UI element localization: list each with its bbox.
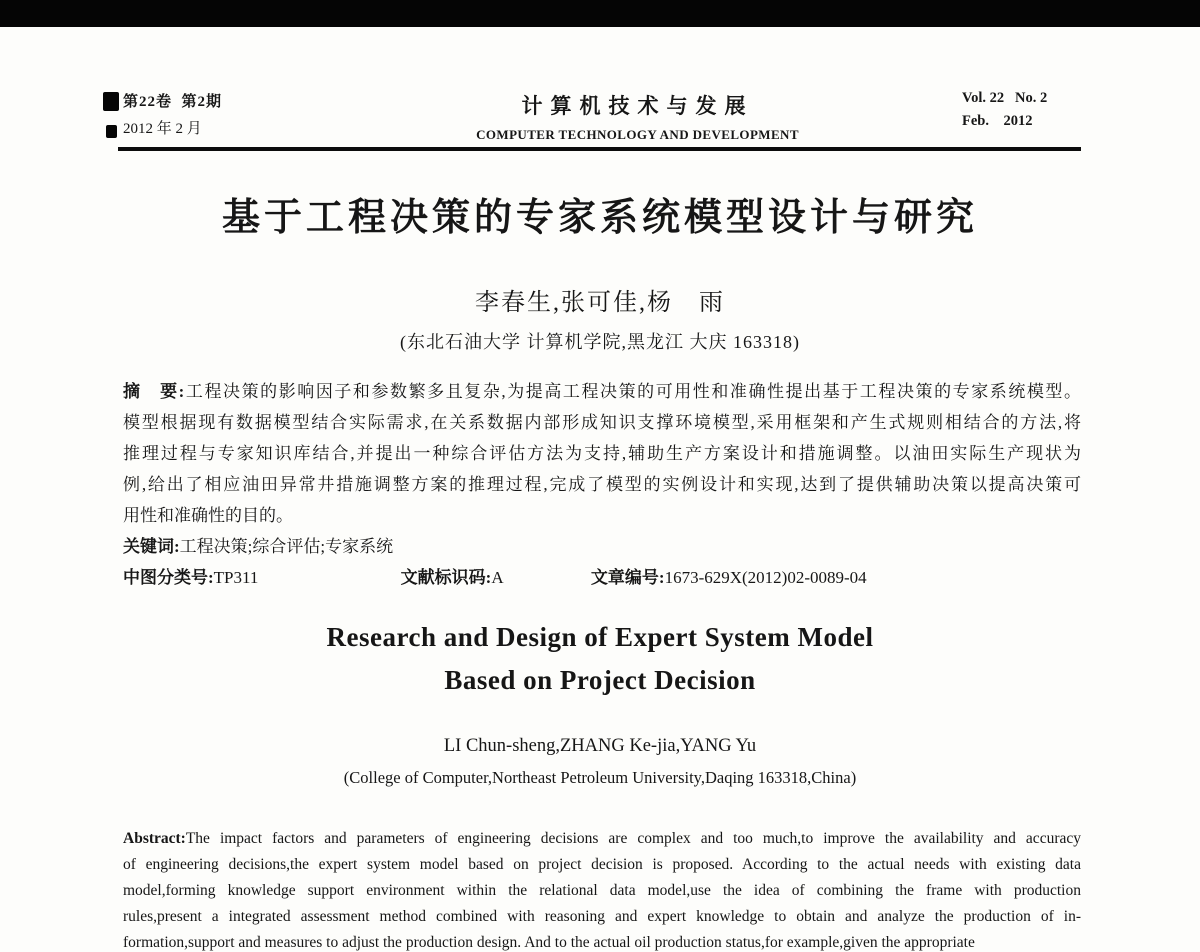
abstract-en-label: Abstract: [123, 830, 186, 847]
article-no-segment [591, 568, 867, 587]
header-rule [118, 147, 1081, 151]
journal-date-cn: 2012 年 2 月 [123, 121, 202, 137]
article-title-cn: 基于工程决策的专家系统模型设计与研究 [221, 197, 978, 239]
abstract-cn-line: 推理过程与专家知识库结合,并提出一种综合评估方法为支持,辅助生产方案设计和措施调整。以油田实际生产现状为 [123, 444, 1081, 463]
journal-issue-block [123, 90, 313, 138]
article-title-en [0, 616, 1200, 702]
abstract-en-line: of engineering decisions,the expert system model based on project decision is proposed. According to the actual needs with existing data [123, 856, 1081, 873]
abstract-en-line: rules,present a integrated assessment method combined with reasoning and expert knowledge to obtain and analyze the production of in- [123, 908, 1081, 925]
clc-value: TP311 [213, 568, 259, 587]
abstract-en-line [123, 826, 1081, 852]
clc-line [123, 562, 1081, 593]
abstract-cn-line: 用性和准确性的目的。 [123, 506, 293, 525]
journal-issue-cn: 第22卷 第2期 [123, 94, 223, 110]
doc-code-label: 文献标识码: [400, 568, 492, 587]
article-no-value: 1673-629X(2012)02-0089-04 [664, 568, 867, 587]
abstract-cn-line: 例,给出了相应油田异常井措施调整方案的推理过程,完成了模型的实例设计和实现,达到了提供辅助决策以提高决策可 [123, 475, 1081, 494]
doc-code-segment [401, 568, 503, 587]
article-no-label: 文章编号: [590, 568, 665, 587]
article-authors-cn: 李春生,张可佳,杨 雨 [475, 290, 725, 316]
doc-code-value: A [491, 568, 503, 587]
abstract-cn-line: 模型根据现有数据模型结合实际需求,在关系数据内部形成知识支撑环境模型,采用框架和产生式规则相结合的方法,将 [123, 413, 1081, 432]
clc-label: 中图分类号: [123, 568, 214, 587]
scan-artifact-top-bar [0, 0, 1200, 27]
abstract-en-line: formation,support and measures to adjust the production design. And to the actual oil production status,for example,given the appropriate [123, 934, 975, 951]
article-affiliation-en: (College of Computer,Northeast Petroleum University,Daqing 163318,China) [343, 768, 857, 787]
journal-header [123, 90, 1082, 143]
keywords-text: 工程决策;综合评估;专家系统 [179, 537, 394, 556]
journal-vol-en: Vol. 22 No. 2 [962, 90, 1048, 106]
journal-name-cn: 计算机技术与发展 [521, 95, 754, 118]
scan-artifact-left-2 [106, 125, 117, 138]
journal-name-en: COMPUTER TECHNOLOGY AND DEVELOPMENT [476, 127, 799, 142]
journal-vol-block [962, 90, 1082, 130]
abstract-cn [123, 376, 1081, 593]
clc-segment [123, 568, 258, 587]
article-title-en-line1: Research and Design of Expert System Model [326, 622, 874, 652]
article-affiliation-cn: (东北石油大学 计算机学院,黑龙江 大庆 163318) [400, 332, 800, 352]
abstract-cn-label: 摘 要: [123, 382, 185, 401]
abstract-en-line: model,forming knowledge support environment within the relational data model,use the idea of combining the frame with production [123, 882, 1081, 899]
journal-date-en: Feb. 2012 [962, 113, 1033, 129]
keywords-line [123, 531, 1081, 562]
article-title-en-line2: Based on Project Decision [444, 665, 756, 695]
abstract-cn-line [123, 376, 1081, 407]
journal-name-block [313, 90, 962, 143]
abstract-en-text: The impact factors and parameters of engineering decisions are complex and too much,to improve the availability and accuracy [185, 830, 1081, 847]
scan-artifact-left-1 [103, 92, 119, 111]
abstract-en [123, 826, 1081, 952]
keywords-label: 关键词: [123, 537, 180, 556]
abstract-cn-text: 工程决策的影响因子和参数繁多且复杂,为提高工程决策的可用性和准确性提出基于工程决策的专家系统模型。 [184, 382, 1081, 401]
article-authors-en: LI Chun-sheng,ZHANG Ke-jia,YANG Yu [443, 736, 757, 756]
